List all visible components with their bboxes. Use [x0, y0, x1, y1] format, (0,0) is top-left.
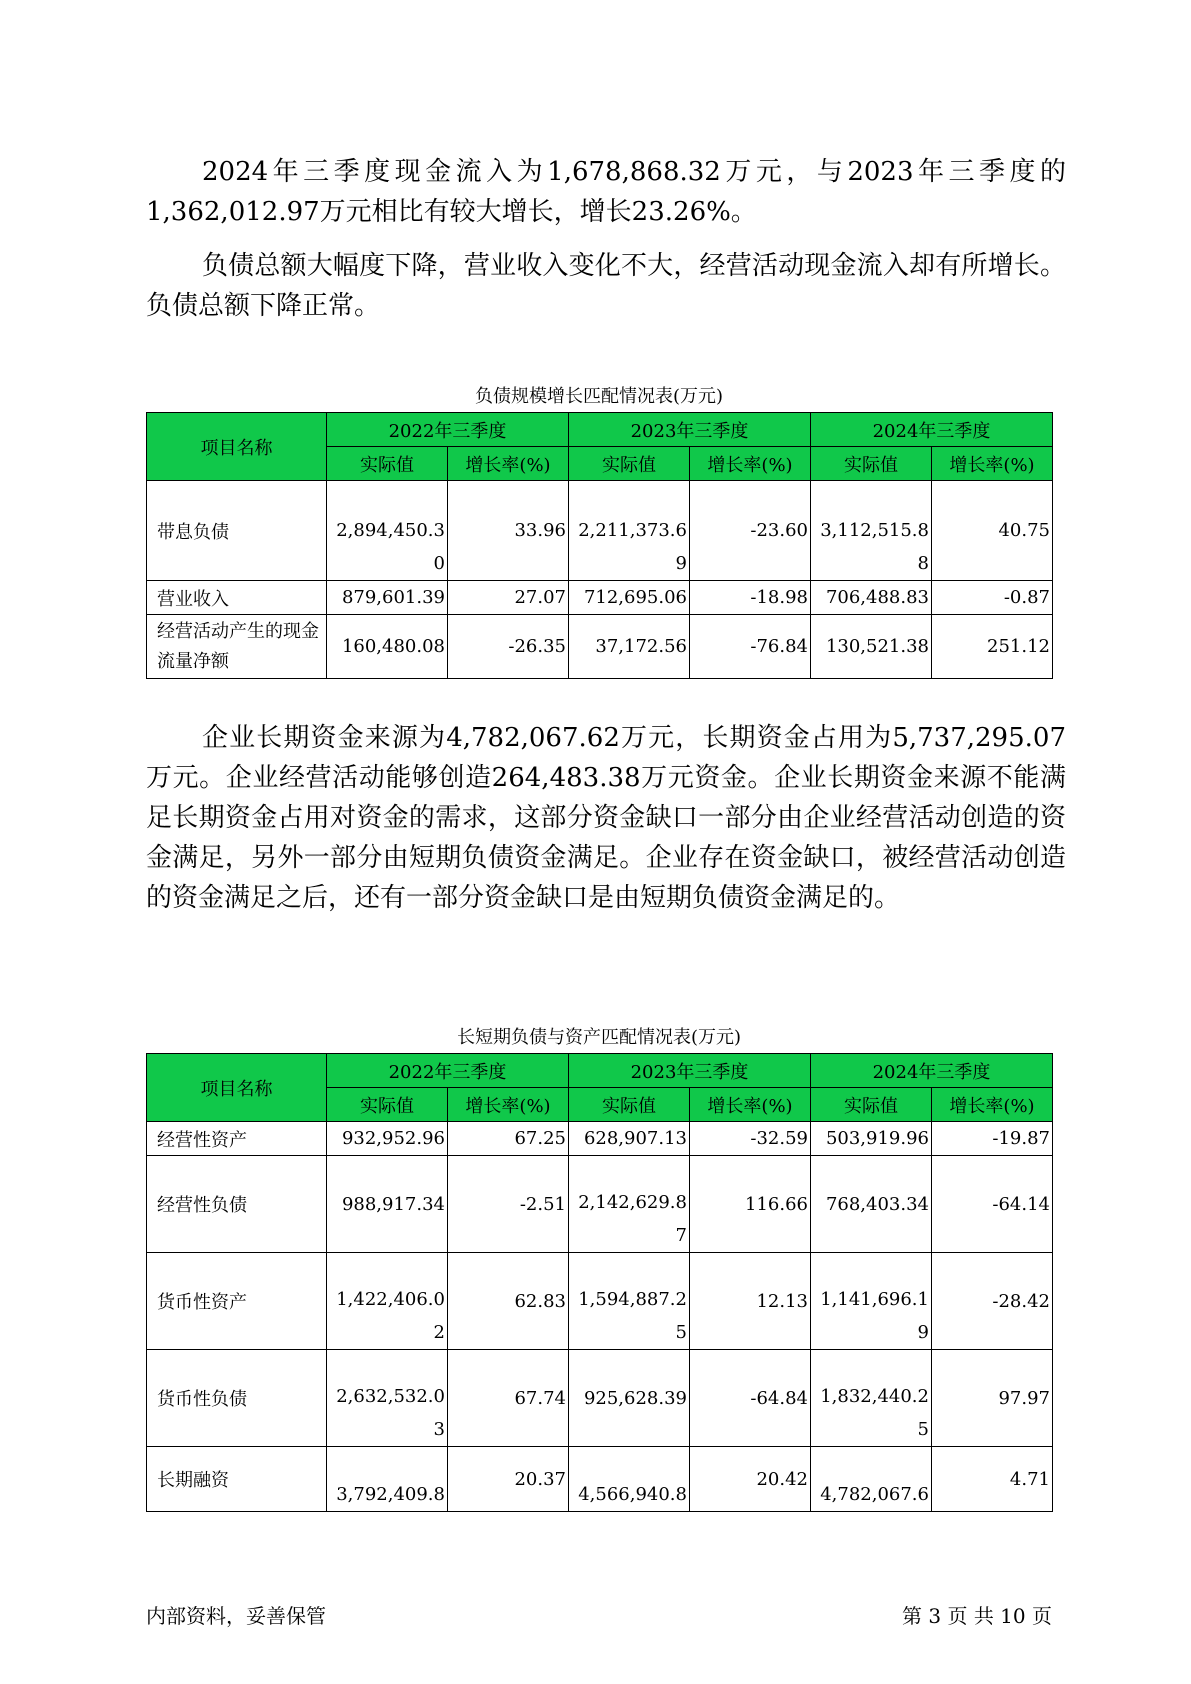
header-growth: 增长率(%): [690, 447, 811, 481]
header-period-2023: 2023年三季度: [569, 413, 811, 447]
cell-value: -23.60: [690, 481, 811, 581]
cell-value: 251.12: [932, 615, 1053, 679]
cell-value: 160,480.08: [327, 615, 448, 679]
cell-value: 4.71: [932, 1447, 1053, 1512]
cell-value: 20.37: [448, 1447, 569, 1512]
table-row: [147, 581, 1053, 615]
cell-value: -18.98: [690, 581, 811, 615]
cell-value: 40.75: [932, 481, 1053, 581]
header-actual: 实际值: [327, 447, 448, 481]
cell-value: -32.59: [690, 1122, 811, 1156]
table-row: [147, 1350, 1053, 1447]
cell-value: 932,952.96: [327, 1122, 448, 1156]
table-row: [147, 1122, 1053, 1156]
cell-value: 706,488.83: [811, 581, 932, 615]
cell-value: -28.42: [932, 1253, 1053, 1350]
header-actual: 实际值: [327, 1088, 448, 1122]
cell-value: -76.84: [690, 615, 811, 679]
table-row: [147, 1156, 1053, 1253]
row-name: 营业收入: [147, 581, 327, 615]
header-period-2023: 2023年三季度: [569, 1054, 811, 1088]
cell-value: 3,792,409.8: [327, 1447, 448, 1512]
cell-value: -64.84: [690, 1350, 811, 1447]
header-actual: 实际值: [569, 1088, 690, 1122]
header-item-name: 项目名称: [147, 1054, 327, 1122]
cell-value: -2.51: [448, 1156, 569, 1253]
cell-value: 37,172.56: [569, 615, 690, 679]
cell-value: -64.14: [932, 1156, 1053, 1253]
row-name: 经营性资产: [147, 1122, 327, 1156]
cell-value: 1,141,696.19: [811, 1253, 932, 1350]
table1-caption: 负债规模增长匹配情况表(万元): [474, 386, 724, 407]
row-name: 带息负债: [147, 481, 327, 581]
table2-caption: 长短期负债与资产匹配情况表(万元): [456, 1027, 742, 1048]
header-period-2022: 2022年三季度: [327, 413, 569, 447]
cell-value: 1,594,887.25: [569, 1253, 690, 1350]
cell-value: -26.35: [448, 615, 569, 679]
header-period-2024: 2024年三季度: [811, 413, 1053, 447]
table-row: [147, 1447, 1053, 1512]
row-name: 货币性负债: [147, 1350, 327, 1447]
cell-value: 628,907.13: [569, 1122, 690, 1156]
cell-value: -19.87: [932, 1122, 1053, 1156]
header-actual: 实际值: [811, 447, 932, 481]
cell-value: 130,521.38: [811, 615, 932, 679]
cell-value: 3,112,515.88: [811, 481, 932, 581]
cell-value: 2,894,450.30: [327, 481, 448, 581]
row-name: 长期融资: [147, 1447, 327, 1512]
debt-growth-table: [146, 412, 1053, 679]
row-name: 经营活动产生的现金流量净额: [147, 615, 327, 679]
table-row: [147, 615, 1053, 679]
cell-value: 1,832,440.25: [811, 1350, 932, 1447]
cell-value: 62.83: [448, 1253, 569, 1350]
cell-value: 879,601.39: [327, 581, 448, 615]
header-period-2024: 2024年三季度: [811, 1054, 1053, 1088]
cell-value: 12.13: [690, 1253, 811, 1350]
cell-value: 2,142,629.87: [569, 1156, 690, 1253]
header-actual: 实际值: [811, 1088, 932, 1122]
cell-value: 2,211,373.69: [569, 481, 690, 581]
footer-confidential-note: 内部资料，妥善保管: [146, 1604, 326, 1628]
header-period-2022: 2022年三季度: [327, 1054, 569, 1088]
cell-value: 768,403.34: [811, 1156, 932, 1253]
cell-value: 116.66: [690, 1156, 811, 1253]
cell-value: 67.25: [448, 1122, 569, 1156]
paragraph-debt-summary: 负债总额大幅度下降，营业收入变化不大，经营活动现金流入却有所增长。负债总额下降正常。: [146, 251, 1066, 321]
cell-value: 33.96: [448, 481, 569, 581]
cell-value: 20.42: [690, 1447, 811, 1512]
cell-value: 1,422,406.02: [327, 1253, 448, 1350]
header-actual: 实际值: [569, 447, 690, 481]
cell-value: 2,632,532.03: [327, 1350, 448, 1447]
paragraph-long-term-funds: 企业长期资金来源为4,782,067.62万元，长期资金占用为5,737,295.07万元。企业经营活动能够创造264,483.38万元资金。企业长期资金来源不能满足长期资金占用对资金的需求，这部分资金缺口一部分由企业经营活动创造的资金满足，另外一部分由短期负债资金满足。企业存在资金缺口，被经营活动创造的资金满足之后，还有一部分资金缺口是由短期负债资金满足的。: [146, 723, 1066, 913]
cell-value: 67.74: [448, 1350, 569, 1447]
table-row: [147, 481, 1053, 581]
header-growth: 增长率(%): [448, 1088, 569, 1122]
header-growth: 增长率(%): [932, 1088, 1053, 1122]
header-item-name: 项目名称: [147, 413, 327, 481]
row-name: 经营性负债: [147, 1156, 327, 1253]
cell-value: 503,919.96: [811, 1122, 932, 1156]
cell-value: 712,695.06: [569, 581, 690, 615]
cell-value: 4,782,067.6: [811, 1447, 932, 1512]
header-growth: 增长率(%): [932, 447, 1053, 481]
cell-value: 97.97: [932, 1350, 1053, 1447]
header-growth: 增长率(%): [690, 1088, 811, 1122]
asset-liability-table: [146, 1053, 1053, 1512]
header-growth: 增长率(%): [448, 447, 569, 481]
cell-value: 925,628.39: [569, 1350, 690, 1447]
cell-value: 4,566,940.8: [569, 1447, 690, 1512]
cell-value: -0.87: [932, 581, 1053, 615]
table-row: [147, 1253, 1053, 1350]
row-name: 货币性资产: [147, 1253, 327, 1350]
cell-value: 27.07: [448, 581, 569, 615]
paragraph-cash-inflow: 2024年三季度现金流入为1,678,868.32万元，与2023年三季度的1,362,012.97万元相比有较大增长，增长23.26%。: [146, 157, 1066, 227]
footer-page-number: 第 3 页 共 10 页: [902, 1604, 1052, 1628]
cell-value: 988,917.34: [327, 1156, 448, 1253]
